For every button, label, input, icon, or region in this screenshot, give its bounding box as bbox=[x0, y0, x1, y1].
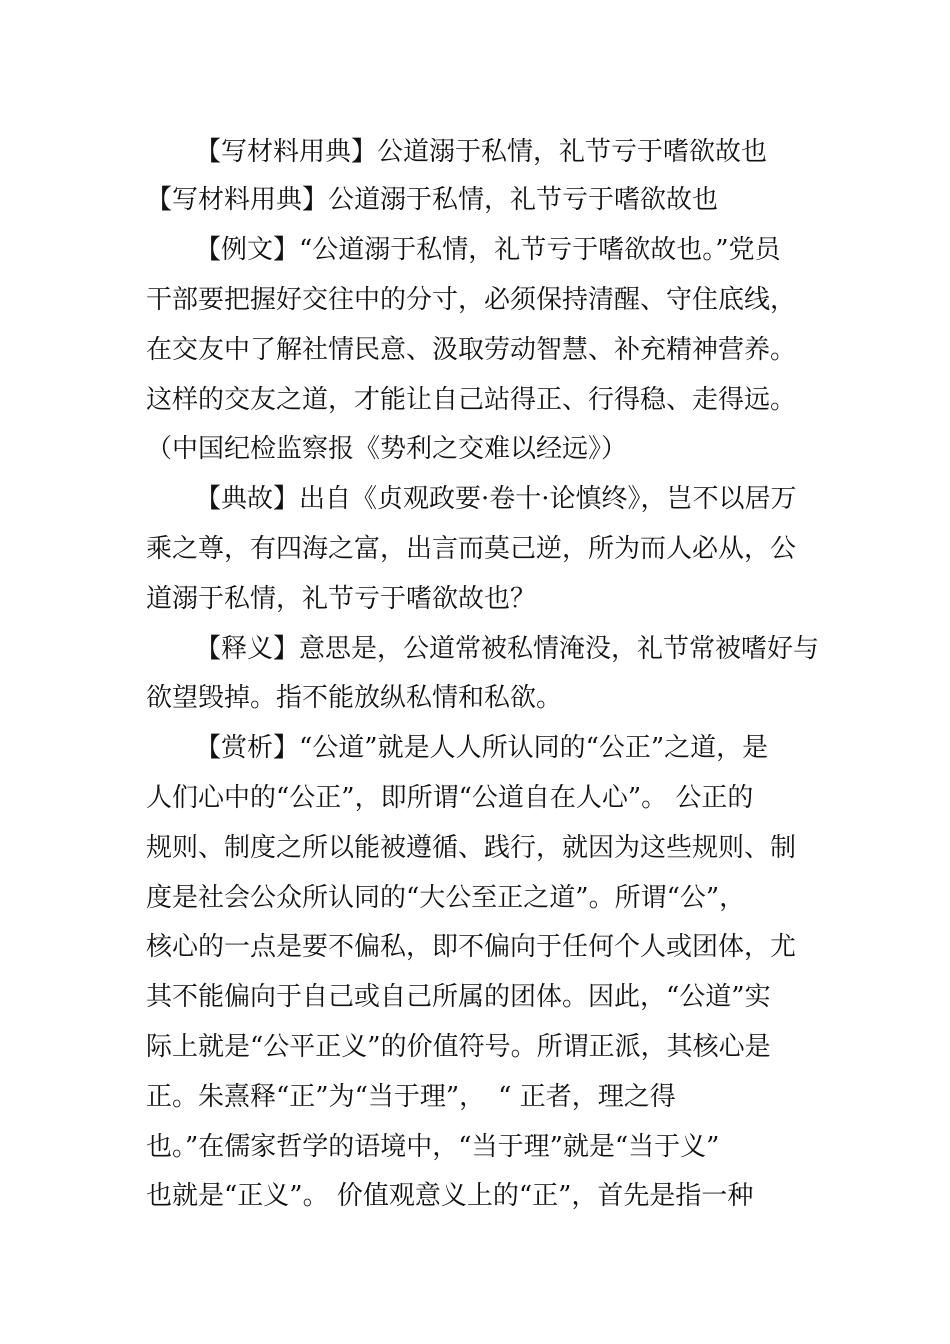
line-text: 欲望毁掉。指不能放纵私情和私欲。 bbox=[146, 683, 563, 713]
paragraph-line bbox=[0, 929, 950, 965]
line-text: 正。朱熹释“正”为“当于理”， “ 正者，理之得 bbox=[146, 1082, 676, 1112]
line-text: 乘之尊，有四海之富，出言而莫己逆，所为而人必从，公 bbox=[146, 534, 797, 564]
line-text: 道溺于私情，礼节亏于嗜欲故也？ bbox=[146, 584, 537, 614]
line-text: 也就是“正义”。 价值观意义上的“正”，首先是指一种 bbox=[146, 1181, 754, 1211]
paragraph-line bbox=[0, 581, 950, 617]
paragraph-line bbox=[0, 780, 950, 816]
line-text: 【释义】意思是，公道常被私情淹没，礼节常被嗜好与 bbox=[195, 634, 820, 664]
paragraph-line bbox=[0, 1129, 950, 1165]
line-text: 【例文】“公道溺于私情，礼节亏于嗜欲故也。”党员 bbox=[195, 235, 781, 265]
document-title bbox=[0, 134, 950, 170]
paragraph-line bbox=[0, 531, 950, 567]
paragraph-line bbox=[0, 1079, 950, 1115]
line-text: 干部要把握好交往中的分寸，必须保持清醒、守住底线， bbox=[146, 285, 797, 315]
paragraph-line bbox=[0, 1178, 950, 1214]
paragraph-line bbox=[0, 282, 950, 318]
paragraph-line bbox=[0, 880, 950, 916]
line-text: 也。”在儒家哲学的语境中，“当于理”就是“当于义” bbox=[146, 1132, 720, 1162]
paragraph-line bbox=[0, 680, 950, 716]
line-text: 际上就是“公平正义”的价值符号。所谓正派，其核心是 bbox=[146, 1032, 771, 1062]
line-text: 【典故】出自《贞观政要·卷十·论慎终》，岂不以居万 bbox=[195, 484, 797, 514]
paragraph-line bbox=[0, 830, 950, 866]
paragraph-line bbox=[0, 631, 950, 667]
paragraph-line bbox=[0, 730, 950, 766]
paragraph-line bbox=[0, 1029, 950, 1065]
line-text: 人们心中的“公正”，即所谓“公道自在人心”。 公正的 bbox=[146, 783, 754, 813]
line-text: 在交友中了解社情民意、汲取劳动智慧、补充精神营养。 bbox=[146, 335, 797, 365]
paragraph-line bbox=[0, 979, 950, 1015]
title-text: 【写材料用典】公道溺于私情，礼节亏于嗜欲故也 bbox=[195, 137, 768, 167]
subtitle-text: 【写材料用典】公道溺于私情，礼节亏于嗜欲故也 bbox=[146, 185, 719, 215]
line-text: 核心的一点是要不偏私，即不偏向于任何个人或团体，尤 bbox=[146, 932, 797, 962]
paragraph-line bbox=[0, 382, 950, 418]
paragraph-line bbox=[0, 332, 950, 368]
line-text: 【赏析】“公道”就是人人所认同的“公正”之道，是 bbox=[195, 733, 769, 763]
paragraph-line bbox=[0, 481, 950, 517]
line-text: （中国纪检监察报《势利之交难以经远》） bbox=[146, 434, 628, 464]
paragraph-line bbox=[0, 232, 950, 268]
line-text: 规则、制度之所以能被遵循、践行，就因为这些规则、制 bbox=[146, 833, 797, 863]
line-text: 这样的交友之道，才能让自己站得正、行得稳、走得远。 bbox=[146, 385, 797, 415]
paragraph-line bbox=[0, 431, 950, 467]
line-text: 度是社会公众所认同的“大公至正之道”。所谓“公”， bbox=[146, 883, 746, 913]
document-subtitle bbox=[0, 182, 950, 218]
line-text: 其不能偏向于自己或自己所属的团体。因此，“公道”实 bbox=[146, 982, 771, 1012]
